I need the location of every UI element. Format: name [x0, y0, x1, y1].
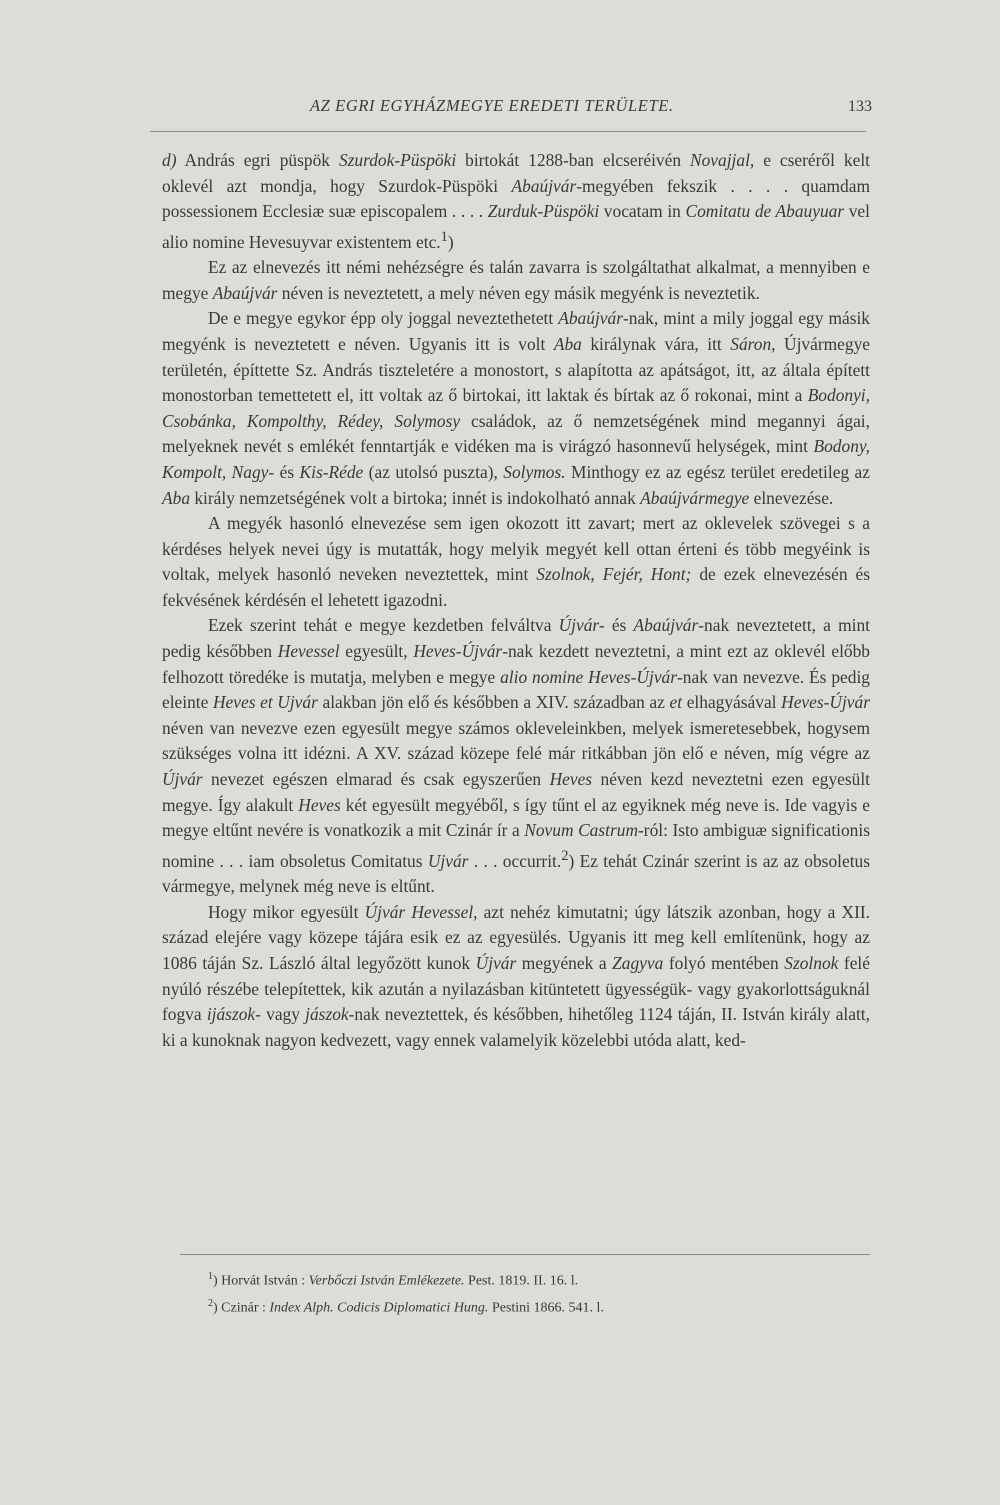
footnote-marker: 1 [208, 1271, 213, 1282]
text-run: -nak neveztettek, és későbben, hihetőleg 1124 táján, II. István király alatt, ki a kunoknak nagyon kedvezett, vagy ennek valamelyik közelebbi utóda alatt, ked- [162, 1004, 870, 1050]
text-run: és [604, 615, 634, 636]
text-run: De e megye egykor épp oly joggal neveztethetett [208, 308, 559, 329]
header-rule [150, 131, 866, 132]
footnote-rule [180, 1254, 870, 1255]
italic-run: Zurduk-Püspöki [487, 201, 600, 222]
text-run: Minthogy ez az egész terület eredetileg az [565, 461, 870, 482]
italic-run: Index Alph. Codicis Diplomatici Hung. [269, 1300, 489, 1316]
footnote-marker: 2 [208, 1297, 213, 1309]
text-run: (az utolsó puszta), [363, 461, 504, 482]
running-title: AZ EGRI EGYHÁZMEGYE EREDETI TERÜLETE. [310, 96, 674, 115]
text-run: és [274, 461, 300, 482]
text-run: elhagyásával [682, 692, 782, 713]
italic-run: Újvár Hevessel, [364, 901, 478, 922]
italic-run: Szolnok [784, 953, 839, 973]
italic-run: Verbőczi István Emlékezete. [308, 1273, 465, 1289]
text-run: folyó mentében [663, 953, 785, 973]
text-run: Ezek szerint tehát e megye kezdetben felváltva [208, 615, 559, 636]
text-run: ) [447, 231, 454, 252]
text-run: családok, az ő nemzetségének mind megannyi ágai, melyeknek nevét s emlékét fenntartják e vidéken ma is virágzó hasonnevű helységek, mint [162, 410, 870, 457]
paragraph [162, 613, 870, 899]
text-run: királynak vára, itt [581, 333, 731, 354]
text-run: vel alio nomine Hevesuyvar existentem etc. [162, 201, 870, 252]
text-run: -ról: Isto ambiguæ significationis nomine . . . iam obsoletus Comitatus [162, 820, 870, 871]
italic-run: Abaújvár [511, 175, 577, 196]
italic-run: Solymos. [503, 461, 566, 482]
italic-run: Abaújvármegye [640, 487, 750, 508]
italic-run: Újvár [475, 953, 517, 973]
text-run: A megyék hasonló elnevezése sem igen okozott itt zavart; mert az oklevelek szövegei s a kérdéses helyek nevei úgy is mutatták, hogy melyik megyét kell ottan érteni és több megyéink is voltak, melyek hasonló neveken neveztettek, mint [162, 513, 870, 585]
italic-run: Bodony, Kompolt, Nagy- [162, 436, 870, 482]
text-run: e cseréről kelt oklevél azt mondja, hogy Szurdok-Püspöki [162, 150, 871, 196]
italic-run: Újvár [162, 769, 203, 790]
footnote-marker: 1 [440, 228, 448, 245]
text-run: nevezet egészen elmarad és csak egyszerűen [202, 769, 550, 790]
text-run: vagy [260, 1004, 306, 1025]
text-run: . . . occurrit. [468, 850, 562, 871]
italic-run: Novum Castrum [524, 820, 638, 841]
text-run: alakban jön elő és későbben a XIV. században az [317, 692, 670, 713]
paragraph [162, 511, 870, 613]
paragraph [162, 148, 870, 255]
italic-run: Szolnok, Fejér, Hont; [536, 564, 692, 585]
text-run: -megyében fekszik . . . . quamdam possessionem Ecclesiæ suæ episcopalem . . . . [162, 175, 871, 222]
italic-run: Abaújvár [558, 308, 623, 329]
text-run: elnevezése. [749, 487, 834, 508]
italic-run: Sáron, [730, 333, 776, 354]
text-run: azt nehéz kimutatni; úgy látszik azonban, hogy a XII. század elejére vagy közepe tájára esik ez az egyesülés. Ugyanis itt meg kell említenünk, hogy az 1086 táján Sz. László által legyőzött kunok [162, 901, 870, 973]
text-run: ) Ez tehát Czinár szerint is az az obsoletus vármegye, melynek még neve is eltűnt. [162, 850, 870, 897]
italic-run: Kis-Réde [299, 461, 364, 482]
text-run: -nak, mint a mily joggal egy másik megyénk is neveztetett e néven. Ugyanis itt is volt [162, 308, 870, 354]
italic-run: d) [162, 150, 177, 170]
paragraph [162, 255, 870, 306]
page-header [160, 96, 872, 120]
text-run: Pest. 1819. II. 16. l. [464, 1273, 579, 1289]
italic-run: Aba [162, 487, 191, 508]
text-run: néven is neveztetett, a mely néven egy másik megyénk is neveztetik. [277, 282, 760, 303]
italic-run: Heves [298, 794, 341, 815]
footnotes [208, 1266, 868, 1319]
italic-run: Aba [553, 333, 582, 354]
page-number: 133 [848, 98, 872, 115]
text-run: ) Horvát István : [213, 1273, 309, 1289]
italic-run: Heves-Újvár [413, 641, 503, 662]
text-run: ) Czinár : [213, 1300, 270, 1316]
paragraph [162, 306, 870, 511]
italic-run: jászok [305, 1004, 349, 1025]
footnote [208, 1266, 868, 1293]
italic-run: et [669, 692, 683, 713]
body-text [162, 148, 870, 1053]
italic-run: Heves-Újvár [781, 692, 870, 713]
italic-run: Heves [549, 769, 593, 790]
text-run: -nak neveztetett, a mint pedig későbben [162, 615, 870, 662]
text-run: Pestini 1866. 541. l. [488, 1300, 604, 1316]
text-run: vocatam in [599, 201, 686, 222]
text-run: néven van nevezve ezen egyesült megye számos okleveleinkben, melyek ismeretesebbek, hogysem szükséges volna itt idézni. A XV. század közepe felé már ritkábban jön elő e néven, míg végre az [162, 717, 870, 764]
italic-run: Bodonyi, Csobánka, Kompolthy, Rédey, Solymosy [162, 385, 870, 431]
italic-run: Hevessel [277, 641, 340, 662]
text-run: Ez az elnevezés itt némi nehézségre és talán zavarra is szolgáltathat alkalmat, a mennyiben e megye [162, 257, 870, 303]
footnote [208, 1293, 868, 1320]
text-run: Hogy mikor egyesült [208, 901, 365, 922]
text-run: -nak kezdett neveztetni, a mint ezt az oklevél előbb felhozott töredéke is mutatja, melyben e megye [162, 641, 870, 687]
italic-run: Abaújvár [633, 615, 699, 636]
text-run: király nemzetségének volt a birtoka; innét is indokolható annak [190, 487, 641, 508]
text-run: egyesült, [339, 641, 414, 662]
text-run: két egyesült megyéből, s így tűnt el az egyiknek még neve is. Ide vagyis e megye eltűnt nevére is vonatkozik a mit Czinár ír a [162, 794, 870, 841]
text-run: felé nyúló részébe telepítettek, kik azután a nyilazásban kitüntetett ügyességük- vagy gyakorlottságuknál fogva [162, 953, 870, 1025]
footnote-marker: 2 [561, 847, 569, 864]
text-run: -nak van nevezve. És pedig eleinte [162, 666, 870, 713]
italic-run: Novajjal, [690, 150, 755, 170]
text-run: néven kezd neveztetni ezen egyesült megye. Így alakult [162, 769, 871, 815]
text-run: megyének a [516, 953, 613, 973]
italic-run: Zagyva [612, 953, 664, 973]
italic-run: Szurdok-Püspöki [338, 150, 457, 170]
italic-run: alio nomine Heves-Újvár [500, 666, 678, 687]
italic-run: Újvár- [558, 615, 605, 636]
italic-run: Ujvár [427, 850, 469, 871]
paragraph [162, 900, 870, 1054]
text-run: Újvármegye területén, építtette Sz. András tiszteletére a monostort, s alapította az apátságot, itt, az általa épített monostorban temettetett el, itt voltak az ő birtokai, itt laktak és bírtak az ő rokonai, mint a [162, 333, 870, 406]
italic-run: ijászok- [206, 1004, 261, 1025]
italic-run: Comitatu de Abauyuar [685, 201, 845, 222]
text-run: de ezek elnevezésén és fekvésének kérdésén el lehetett igazodni. [162, 564, 870, 610]
text-run: birtokát 1288-ban elcseréivén [456, 150, 691, 170]
italic-run: Abaújvár [212, 282, 278, 303]
italic-run: Heves et Ujvár [212, 692, 318, 713]
text-run: András egri püspök [176, 150, 339, 170]
